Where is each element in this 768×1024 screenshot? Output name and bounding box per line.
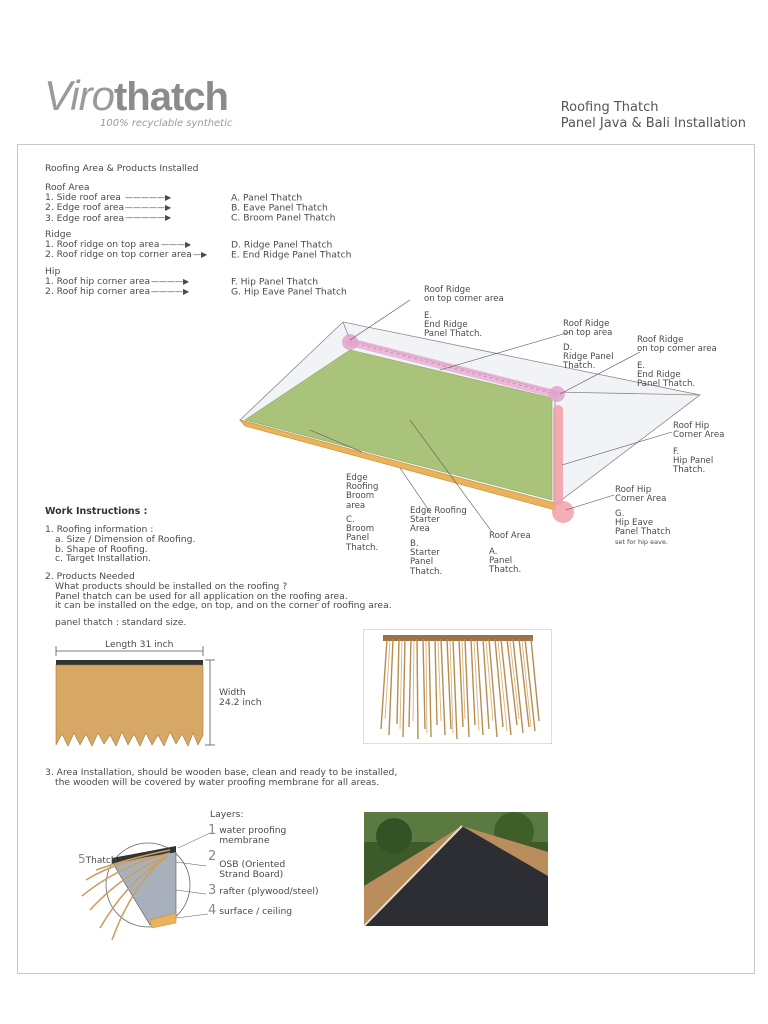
roof-installation-photo (364, 812, 548, 926)
list-item: 1. Roof hip corner area————▶ F. Hip Panel Thatch (45, 276, 319, 288)
layer-4-label: 4 surface / ceiling (208, 903, 293, 918)
work-item-1: 1. Roofing information : a. Size / Dimension of Roofing. b. Shape of Roofing. c. Target Installation. (45, 524, 196, 565)
logo-thatch: thatch (113, 75, 228, 119)
label-ridge-panel: D. Ridge Panel Thatch. (563, 343, 614, 372)
label-hip-eave: G. Hip Eave Panel Thatch set for hip eave. (615, 509, 671, 546)
work-item-3: 3. Area Installation, should be wooden base, clean and ready to be installed, the wooden will be covered by water proofing membrane for all areas. (45, 767, 398, 788)
label-end-ridge-1: E. End Ridge Panel Thatch. (424, 311, 483, 340)
hip-title: Hip (45, 266, 61, 277)
label-edge-broom: Edge Roofing Broom area (346, 473, 379, 511)
label-end-ridge-2: E. End Ridge Panel Thatch. (637, 361, 696, 390)
list-item: 2. Roof hip corner area————▶ G. Hip Eave Panel Thatch (45, 286, 347, 298)
label-broom-panel: C. Broom Panel Thatch. (346, 515, 379, 553)
products-heading: Roofing Area & Products Installed (45, 163, 199, 174)
panel-standard-label: panel thatch : standard size. (55, 617, 187, 628)
logo-vir: Viro (44, 72, 114, 119)
list-item: 3. Edge roof area—————▶ C. Broom Panel Thatch (45, 212, 336, 224)
title-line-1: Roofing Thatch (560, 100, 659, 115)
work-item-2: 2. Products Needed What products should be installed on the roofing ? Panel thatch can be used for all application on the roofing area. it can be installed on the edge, on top, and on the corner of roofing area. (45, 571, 392, 612)
label-ridge-top-corner-2: Roof Ridge on top corner area (637, 335, 717, 355)
label-ridge-top-corner-1: Roof Ridge on top corner area (424, 285, 504, 305)
label-hip-panel: F. Hip Panel Thatch. (673, 447, 714, 476)
list-item: 2. Roof ridge on top corner area—▶ E. End Ridge Panel Thatch (45, 249, 352, 261)
leader-line (178, 833, 210, 848)
label-edge-starter: Edge Roofing Starter Area (410, 506, 467, 535)
ridge-title: Ridge (45, 229, 72, 240)
list-item: 2. Edge roof area—————▶ B. Eave Panel Thatch (45, 202, 328, 214)
label-starter-panel: B. Starter Panel Thatch. (410, 539, 443, 577)
width-label: Width 24.2 inch (219, 687, 262, 708)
label-roof-area: Roof Area (489, 531, 531, 541)
title-line-2: Panel Java & Bali Installation (560, 116, 746, 131)
brand-tagline: 100% recyclable synthetic (100, 118, 233, 129)
length-label: Length 31 inch (102, 640, 176, 650)
work-heading: Work Instructions : (45, 506, 148, 517)
label-panel-thatch: A. Panel Thatch. (489, 547, 522, 576)
label-hip-corner: Roof Hip Corner Area (673, 421, 725, 441)
list-item: 1. Roof ridge on top area ———▶ D. Ridge Panel Thatch (45, 239, 333, 251)
leader-line (176, 914, 208, 918)
layer-3-label: 3 rafter (plywood/steel) (208, 883, 319, 898)
roof-area-title: Roof Area (45, 182, 90, 193)
layers-title: Layers: (210, 809, 244, 820)
label-hip-corner-2: Roof Hip Corner Area (615, 485, 667, 505)
layer-5-label: 5Thatch (78, 852, 117, 866)
label-ridge-on-top: Roof Ridge on top area (563, 319, 613, 339)
layer-2-label: 2 OSB (Oriented Strand Board) (208, 849, 286, 880)
list-item: 1. Side roof area —————▶ A. Panel Thatch (45, 192, 303, 204)
layer-1-label: 1 water proofing membrane (208, 823, 287, 846)
